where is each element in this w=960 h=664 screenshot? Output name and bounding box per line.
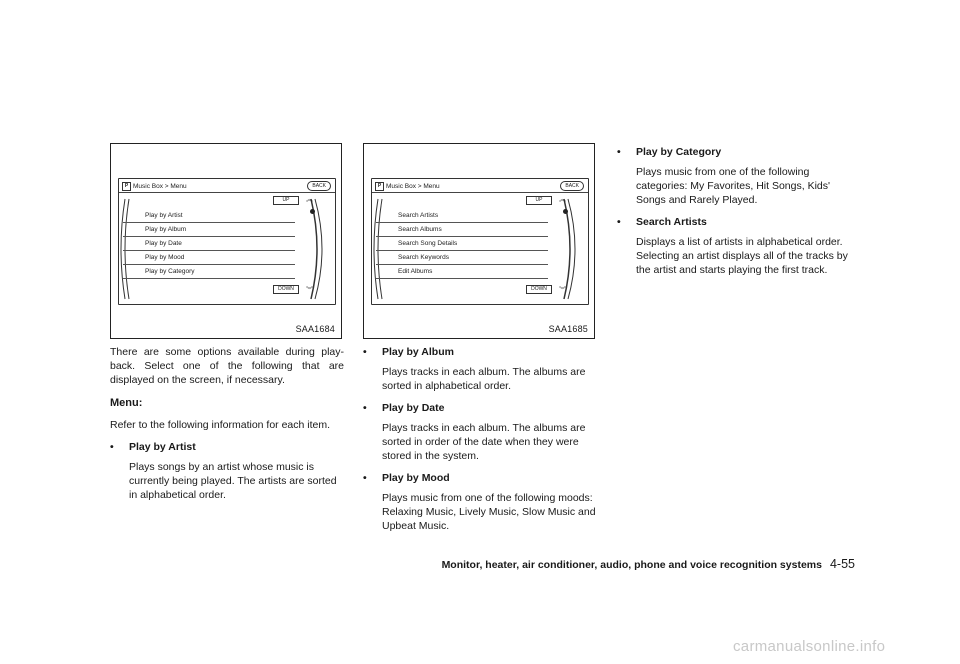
down-button[interactable]: DOWN xyxy=(526,285,552,294)
scroll-position-indicator xyxy=(310,209,315,214)
menu-list xyxy=(376,209,548,279)
text-column-2 xyxy=(363,345,599,533)
screen-title xyxy=(375,182,440,191)
page-number: 4-55 xyxy=(829,557,855,571)
menu-item-play-by-category[interactable]: Play by Category xyxy=(123,265,295,279)
item-title-search-artists xyxy=(617,215,853,229)
bullet-icon: • xyxy=(363,472,367,484)
music-box-icon: P xyxy=(375,182,384,191)
item-title-text: Play by Mood xyxy=(382,472,450,484)
item-description: Plays tracks in each album. The albums are sorted in order of the date when they were stored in the system. xyxy=(382,422,586,462)
chevron-up-icon: ︽ xyxy=(306,196,313,203)
item-title-play-by-album xyxy=(363,345,599,359)
bullet-icon: • xyxy=(110,441,114,453)
screen-title-text: Music Box > Menu xyxy=(133,183,187,190)
item-title-text: Play by Category xyxy=(636,146,722,158)
menu-heading: Menu: xyxy=(110,397,143,409)
menu-item-search-artists[interactable]: Search Artists xyxy=(376,209,548,223)
item-title-text: Search Artists xyxy=(636,216,707,228)
item-title-text: Play by Date xyxy=(382,402,445,414)
menu-item-edit-albums[interactable]: Edit Albums xyxy=(376,265,548,279)
figure-id: SAA1685 xyxy=(548,324,588,334)
back-button[interactable]: BACK xyxy=(560,181,584,191)
item-description: Plays songs by an artist whose music is currently being played. The artists are sorted in alphabetical order. xyxy=(129,461,337,501)
figure-id: SAA1684 xyxy=(295,324,335,334)
item-description: Plays music from one of the following categories: My Favorites, Hit Songs, Kids' Songs and Rarely Played. xyxy=(636,166,830,206)
intro-paragraph: There are some options available during play-back. Select one of the following that are displayed on the screen, if necessary. xyxy=(110,346,344,386)
item-title-play-by-date xyxy=(363,401,599,415)
title-divider xyxy=(119,192,335,193)
title-divider xyxy=(372,192,588,193)
chevron-down-icon: ︾ xyxy=(306,287,313,294)
text-column-1 xyxy=(110,345,344,502)
scroll-position-indicator xyxy=(563,209,568,214)
bullet-icon: • xyxy=(363,402,367,414)
figure-saa1684 xyxy=(110,143,342,339)
down-button[interactable]: DOWN xyxy=(273,285,299,294)
menu-item-search-albums[interactable]: Search Albums xyxy=(376,223,548,237)
text-column-3 xyxy=(617,145,853,277)
chevron-down-icon: ︾ xyxy=(559,287,566,294)
bullet-icon: • xyxy=(363,346,367,358)
screen-title-text: Music Box > Menu xyxy=(386,183,440,190)
item-title-play-by-mood xyxy=(363,471,599,485)
item-description: Plays tracks in each album. The albums are sorted in alphabetical order. xyxy=(382,366,586,392)
menu-item-play-by-album[interactable]: Play by Album xyxy=(123,223,295,237)
up-button[interactable]: UP xyxy=(273,196,299,205)
music-box-icon: P xyxy=(122,182,131,191)
menu-item-search-song-details[interactable]: Search Song Details xyxy=(376,237,548,251)
item-title-text: Play by Album xyxy=(382,346,454,358)
item-title-play-by-category xyxy=(617,145,853,159)
music-box-menu-screen xyxy=(371,178,589,305)
watermark: carmanualsonline.info xyxy=(733,638,886,655)
bullet-icon: • xyxy=(617,146,621,158)
item-title-play-by-artist xyxy=(110,440,344,454)
back-button[interactable]: BACK xyxy=(307,181,331,191)
page-footer xyxy=(415,557,855,571)
chevron-up-icon: ︽ xyxy=(559,196,566,203)
menu-item-play-by-artist[interactable]: Play by Artist xyxy=(123,209,295,223)
screen-title xyxy=(122,182,187,191)
menu-intro-paragraph: Refer to the following information for each item. xyxy=(110,419,331,431)
item-title-text: Play by Artist xyxy=(129,441,196,453)
menu-item-play-by-date[interactable]: Play by Date xyxy=(123,237,295,251)
menu-list xyxy=(123,209,295,279)
music-box-menu-screen xyxy=(118,178,336,305)
menu-item-search-keywords[interactable]: Search Keywords xyxy=(376,251,548,265)
section-title: Monitor, heater, air conditioner, audio, phone and voice recognition systems xyxy=(441,559,822,571)
figure-saa1685 xyxy=(363,143,595,339)
item-description: Displays a list of artists in alphabetical order. Selecting an artist displays all of the tracks by the artist and starts playing the first track. xyxy=(636,236,848,276)
menu-item-play-by-mood[interactable]: Play by Mood xyxy=(123,251,295,265)
up-button[interactable]: UP xyxy=(526,196,552,205)
item-description: Plays music from one of the following moods: Relaxing Music, Lively Music, Slow Music and Upbeat Music. xyxy=(382,492,596,532)
bullet-icon: • xyxy=(617,216,621,228)
